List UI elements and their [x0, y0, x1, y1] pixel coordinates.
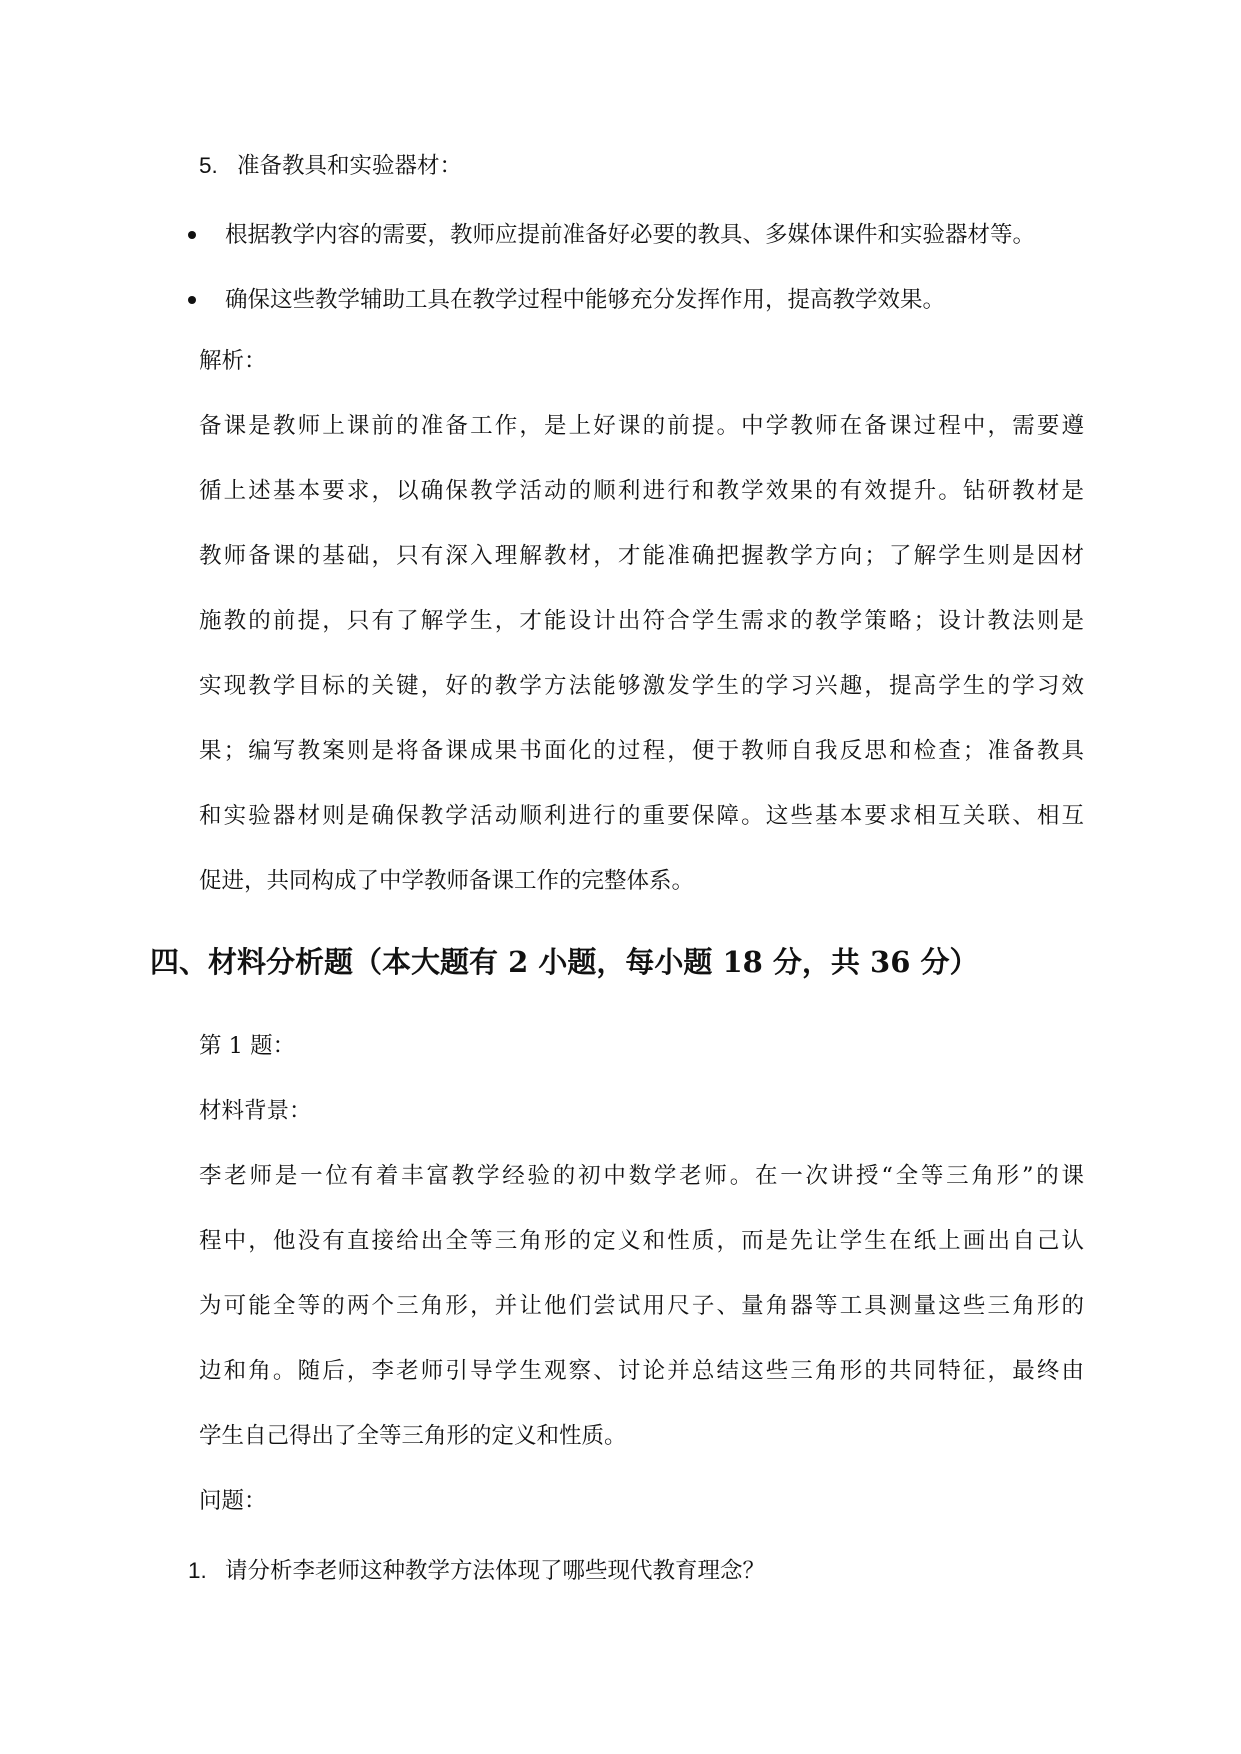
- list-number: 5.: [199, 153, 218, 178]
- list-item-title: 准备教具和实验器材：: [237, 153, 463, 179]
- sub-question-number: 1.: [188, 1558, 207, 1583]
- analysis-line: 实现教学目标的关键，好的教学方法能够激发学生的学习兴趣，提高学生的学习效: [199, 673, 1084, 699]
- material-line: 李老师是一位有着丰富教学经验的初中数学老师。在一次讲授“全等三角形”的课: [199, 1163, 1084, 1189]
- analysis-line: 循上述基本要求，以确保教学活动的顺利进行和教学效果的有效提升。钻研教材是: [199, 478, 1084, 504]
- analysis-line: 和实验器材则是确保教学活动顺利进行的重要保障。这些基本要求相互关联、相互: [199, 803, 1084, 829]
- material-line: 为可能全等的两个三角形，并让他们尝试用尺子、量角器等工具测量这些三角形的: [199, 1293, 1084, 1319]
- material-line: 学生自己得出了全等三角形的定义和性质。: [199, 1423, 627, 1449]
- bullet-item: 根据教学内容的需要，教师应提前准备好必要的教具、多媒体课件和实验器材等。: [225, 222, 1036, 248]
- section-heading: 四、材料分析题（本大题有 2 小题，每小题 18 分，共 36 分）: [150, 945, 979, 979]
- analysis-line: 施教的前提，只有了解学生，才能设计出符合学生需求的教学策略；设计教法则是: [199, 608, 1084, 634]
- analysis-line: 促进，共同构成了中学教师备课工作的完整体系。: [199, 868, 695, 894]
- analysis-line: 果；编写教案则是将备课成果书面化的过程，便于教师自我反思和检查；准备教具: [199, 738, 1084, 764]
- bullet-icon: [188, 296, 196, 304]
- analysis-line: 教师备课的基础，只有深入理解教材，才能准确把握教学方向；了解学生则是因材: [199, 543, 1084, 569]
- question-label: 第 1 题：: [199, 1033, 296, 1059]
- material-label: 材料背景：: [199, 1098, 312, 1124]
- material-line: 边和角。随后，李老师引导学生观察、讨论并总结这些三角形的共同特征，最终由: [199, 1358, 1084, 1384]
- question-prompt-label: 问题：: [199, 1488, 267, 1514]
- analysis-label: 解析：: [199, 348, 267, 374]
- bullet-item: 确保这些教学辅助工具在教学过程中能够充分发挥作用，提高教学效果。: [225, 287, 946, 313]
- bullet-icon: [188, 231, 196, 239]
- analysis-line: 备课是教师上课前的准备工作，是上好课的前提。中学教师在备课过程中，需要遵: [199, 413, 1084, 439]
- sub-question-text: 请分析李老师这种教学方法体现了哪些现代教育理念？: [225, 1558, 766, 1584]
- material-line: 程中，他没有直接给出全等三角形的定义和性质，而是先让学生在纸上画出自己认: [199, 1228, 1084, 1254]
